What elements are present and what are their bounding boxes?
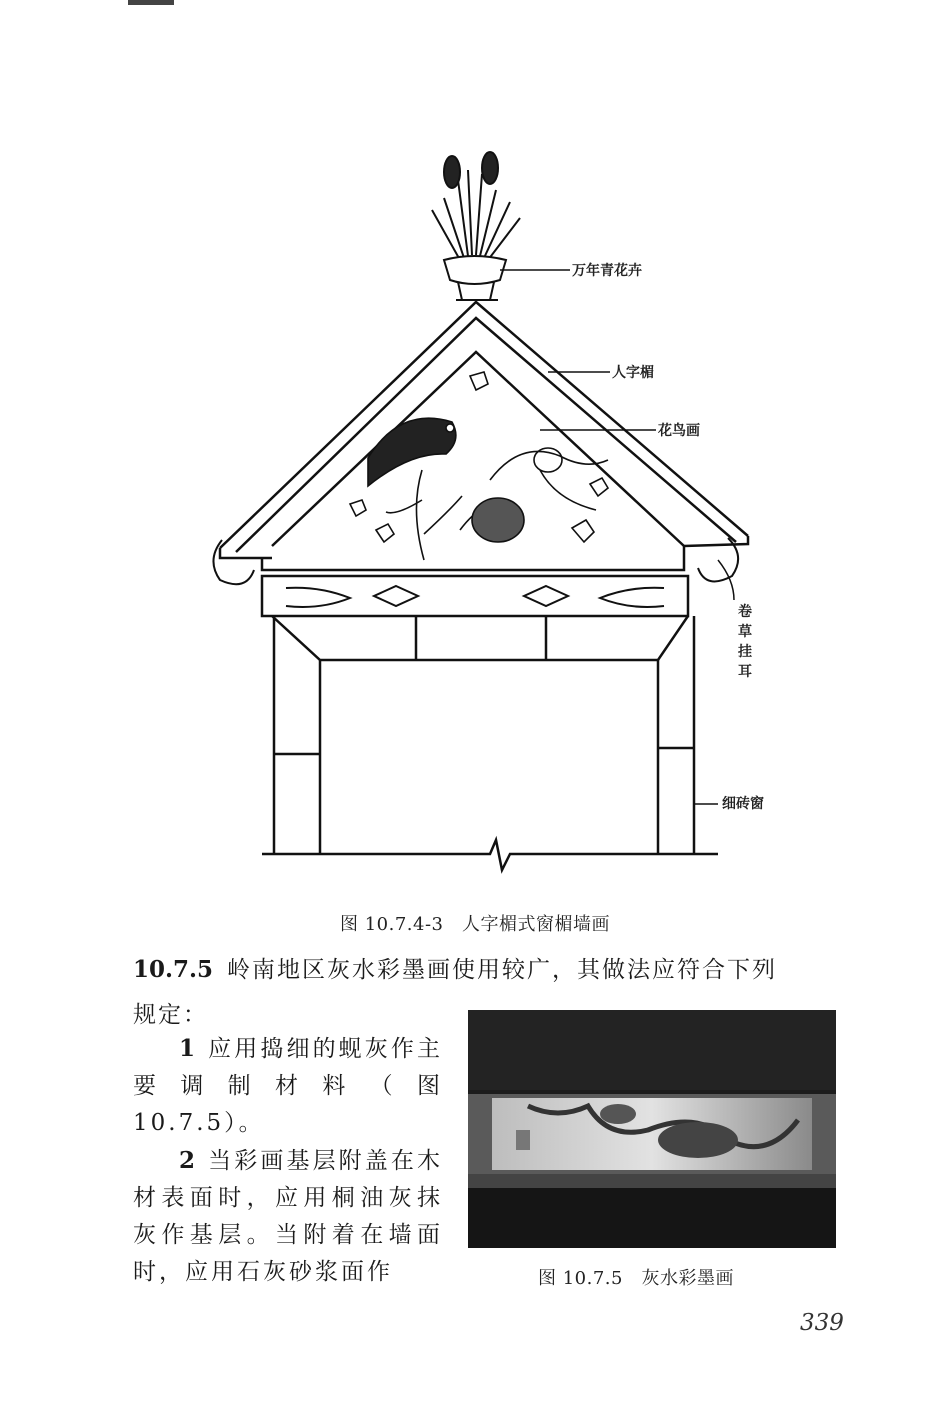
list-item: 1 应用捣细的蚬灰作主要调制材料（图10.7.5）。 bbox=[133, 1035, 443, 1136]
list-item: 2 当彩画基层附盖在木材表面时，应用桐油灰抹灰作基层。当附着在墙面时，应用石灰砂浆面作 bbox=[133, 1147, 443, 1285]
callout-leaders bbox=[500, 270, 734, 804]
label-lintel: 人字楣 bbox=[612, 365, 654, 381]
section-heading-tail: 规定： bbox=[133, 1002, 208, 1028]
label-bracket: 卷草挂耳 bbox=[738, 604, 752, 680]
page-number: 339 bbox=[800, 1310, 844, 1336]
ink-wash-painting-photo bbox=[468, 1010, 836, 1248]
beam-frame-drawing bbox=[213, 538, 738, 870]
figure-window-lintel-mural bbox=[200, 140, 800, 880]
section-heading-text: 岭南地区灰水彩墨画使用较广，其做法应符合下列 bbox=[227, 957, 778, 983]
label-flower: 万年青花卉 bbox=[572, 263, 642, 279]
figure1-caption: 图 10.7.4-3 人字楣式窗楣墙画 bbox=[340, 914, 611, 935]
label-window: 细砖窗 bbox=[722, 796, 764, 812]
section-heading bbox=[133, 955, 863, 985]
body-text-column bbox=[133, 1030, 443, 1291]
figure2-caption: 图 10.7.5 灰水彩墨画 bbox=[538, 1268, 734, 1289]
evergreen-plant-drawing bbox=[432, 152, 520, 300]
section-number: 10.7.5 bbox=[133, 956, 214, 983]
bird-flower-painting bbox=[350, 372, 608, 560]
page-corner-mark bbox=[128, 0, 174, 5]
label-painting: 花鸟画 bbox=[658, 423, 700, 439]
